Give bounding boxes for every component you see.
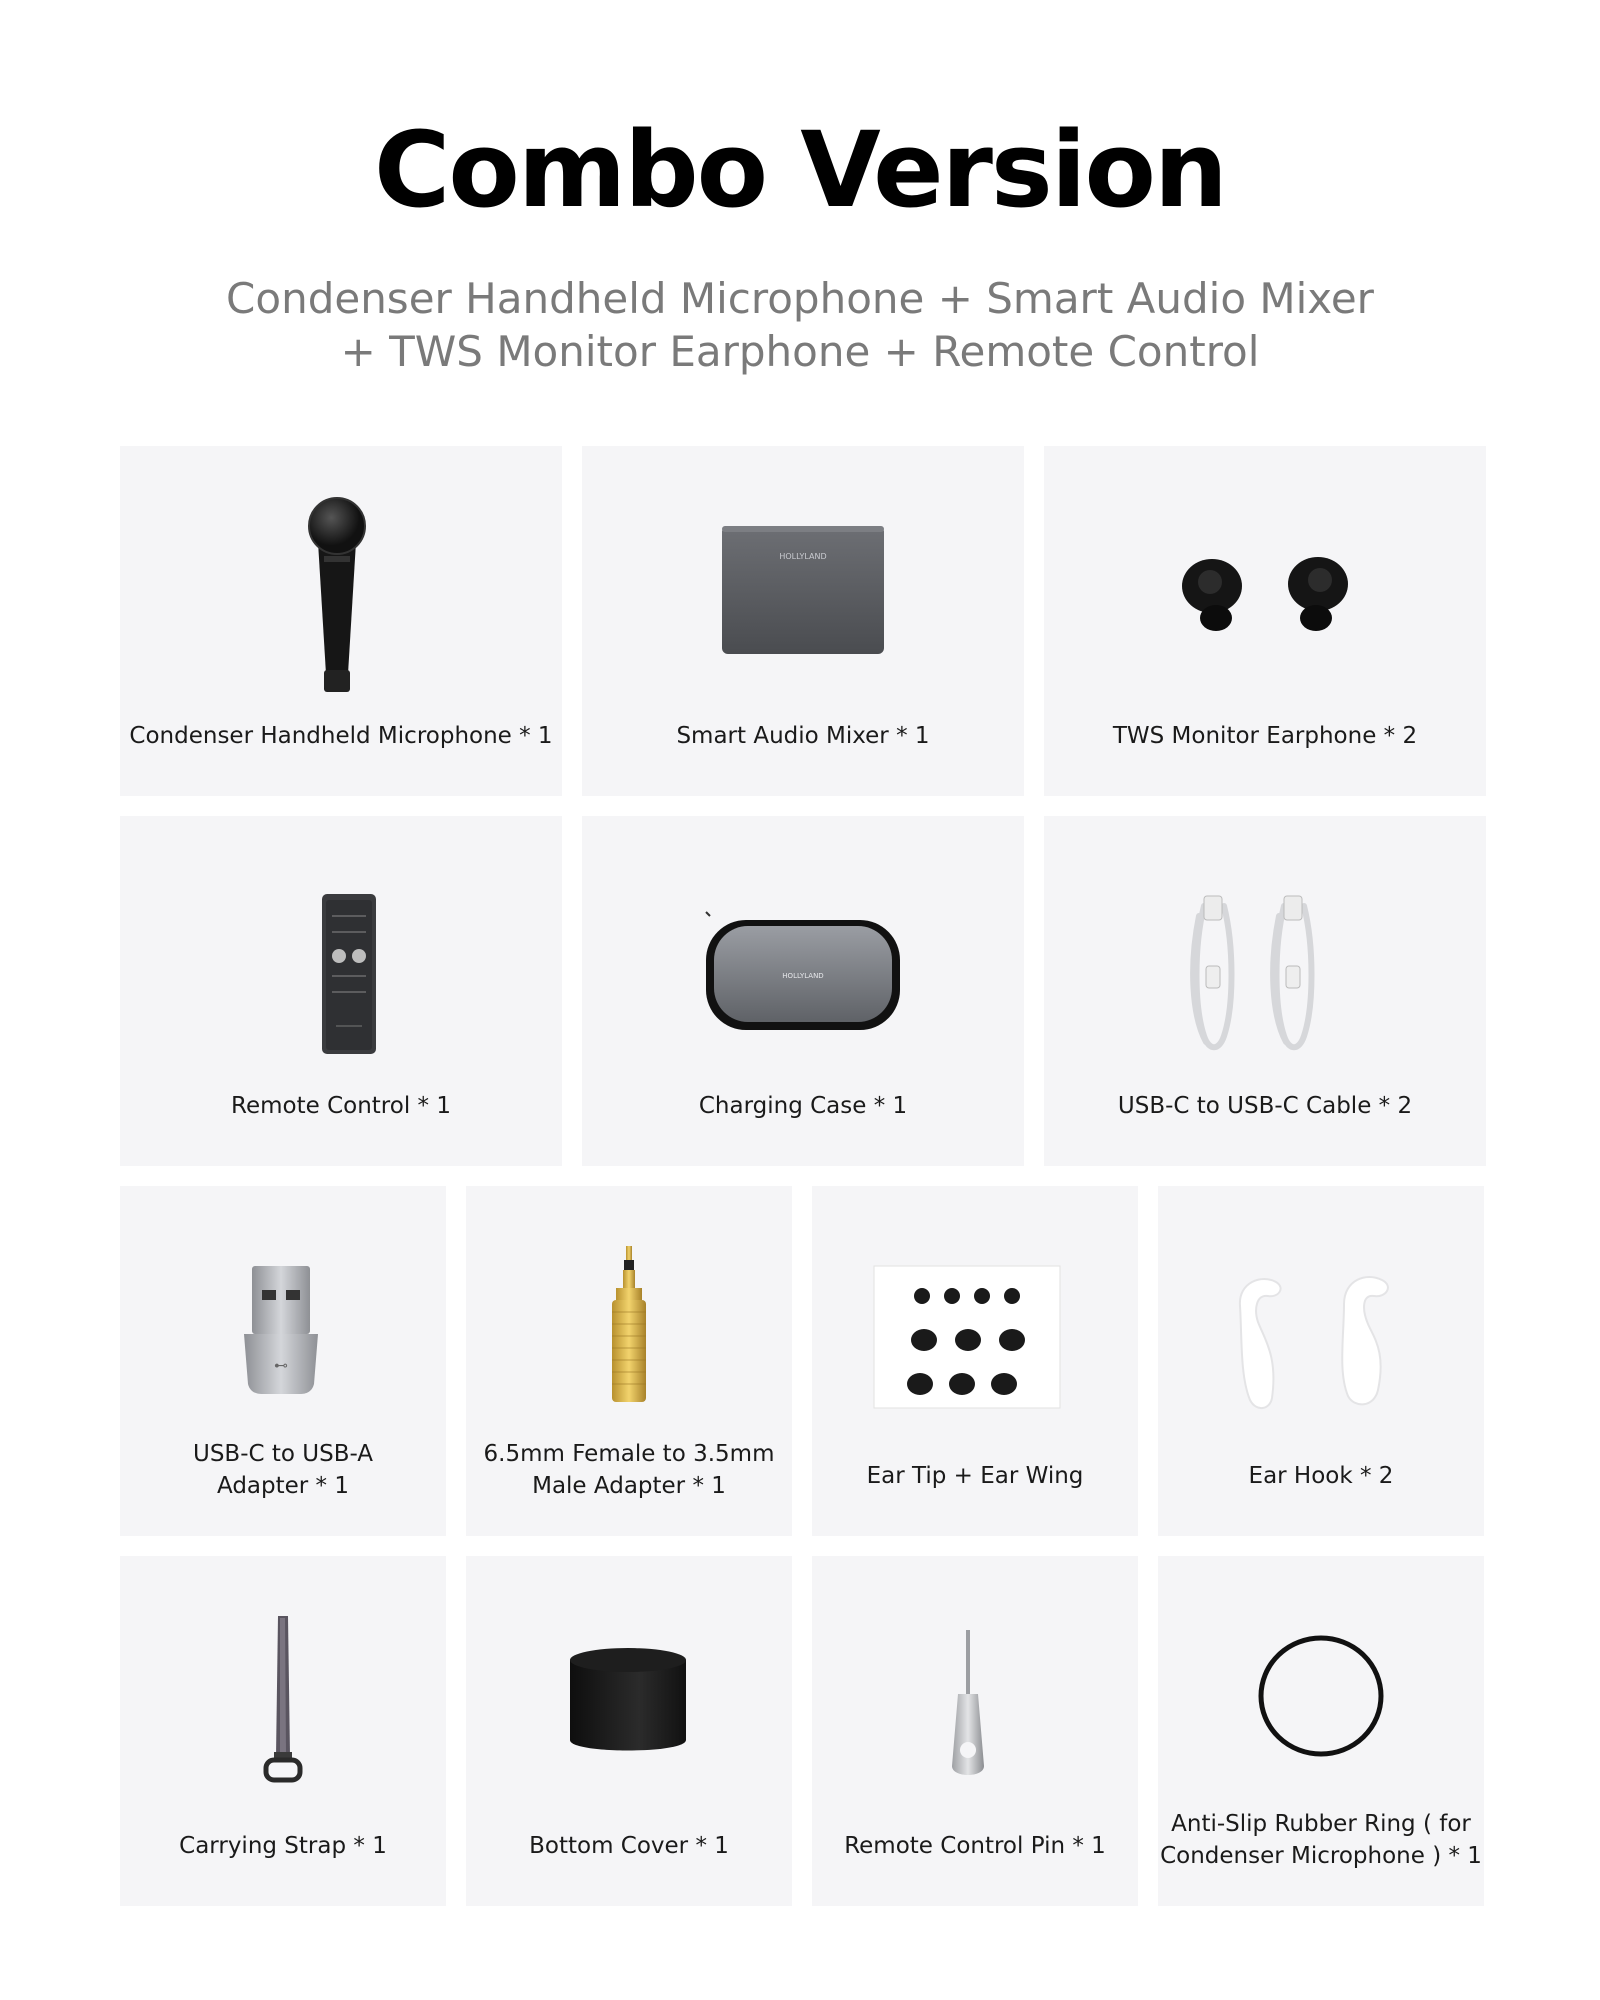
item-card-remote-pin [812,1556,1138,1906]
item-label: Remote Control Pin * 1 [844,1833,1106,1859]
item-label: Ear Hook * 2 [1248,1463,1394,1489]
item-label: Remote Control * 1 [231,1093,451,1119]
item-label: Carrying Strap * 1 [179,1833,387,1859]
svg-text:⊷: ⊷ [274,1358,288,1374]
svg-text:HOLLYLAND: HOLLYLAND [782,972,824,980]
item-card-usb-adapter [120,1186,446,1536]
svg-text:HOLLYLAND: HOLLYLAND [779,552,827,561]
item-card-charging-case [582,816,1024,1166]
page-subtitle: Condenser Handheld Microphone + Smart Audio Mixer + TWS Monitor Earphone + Remote Control [226,274,1374,376]
item-card-earphones [1044,446,1486,796]
item-label: Bottom Cover * 1 [529,1833,729,1859]
item-card-usb-cable [1044,816,1486,1166]
item-label: USB-C to USB-A Adapter * 1 [192,1441,374,1499]
item-label: Charging Case * 1 [698,1093,908,1119]
item-card-ear-tips [812,1186,1138,1536]
item-card-carrying-strap [120,1556,446,1906]
item-label: USB-C to USB-C Cable * 2 [1117,1093,1413,1119]
item-card-audio-mixer [582,446,1024,796]
item-label: Ear Tip + Ear Wing [866,1463,1084,1489]
item-card-remote-control [120,816,562,1166]
item-card-audio-adapter [466,1186,792,1536]
item-label: Anti-Slip Rubber Ring ( for Condenser Microphone ) * 1 [1160,1811,1482,1869]
item-card-microphone [120,446,562,796]
item-card-rubber-ring [1158,1556,1484,1906]
item-card-bottom-cover [466,1556,792,1906]
item-label: TWS Monitor Earphone * 2 [1112,723,1418,749]
item-card-ear-hook [1158,1186,1484,1536]
page-title: Combo Version [374,109,1226,231]
item-label: Smart Audio Mixer * 1 [676,723,930,749]
item-label: 6.5mm Female to 3.5mm Male Adapter * 1 [483,1441,775,1499]
item-label: Condenser Handheld Microphone * 1 [129,723,553,749]
